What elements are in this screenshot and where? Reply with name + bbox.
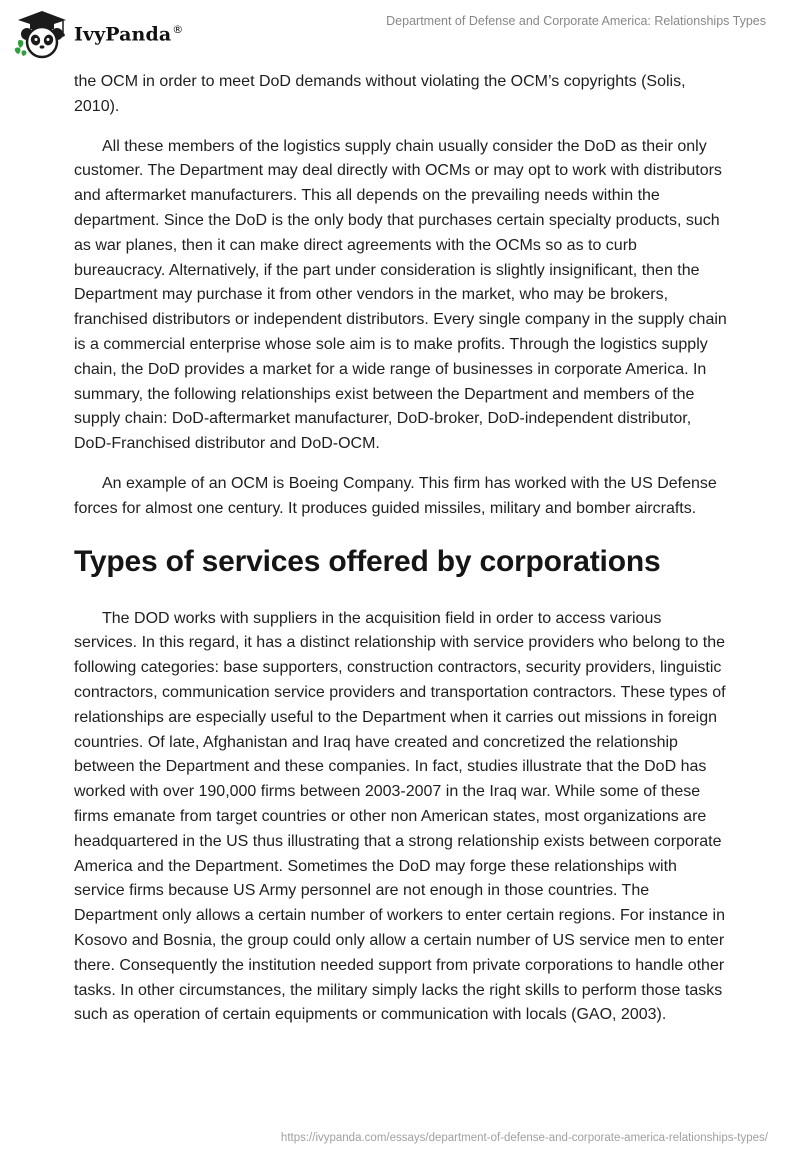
page-header <box>0 0 800 64</box>
source-url[interactable]: https://ivypanda.com/essays/department-of-defense-and-corporate-america-relationships-types/ <box>280 1132 768 1144</box>
document-title: Department of Defense and Corporate America: Relationships Types <box>386 14 766 28</box>
section-heading: Types of services offered by corporations <box>74 544 661 578</box>
panda-graduate-icon <box>14 8 70 60</box>
essay-body <box>74 70 728 1043</box>
paragraph: The DOD works with suppliers in the acquisition field in order to access various services. In this regard, it has a distinct relationship with service providers who belong to the following categories: base supporters, construction contractors, security providers, linguistic contractors, communication service providers and transportation contractors. These types of relationships are especially useful to the Department when it carries out missions in foreign countries. Of late, Afghanistan and Iraq have created and concretized the relationship between the Department and these companies. In fact, studies illustrate that the DoD has worked with over 190,000 firms between 2003-2007 in the Iraq war. While some of these firms emanate from target countries or other non American states, most organizations are headquartered in the US thus illustrating that a strong relationship exists between corporate America and the Department. Sometimes the DoD may forge these relationships with service firms because US Army personnel are not enough in those countries. The Department only allows a certain number of workers to enter certain regions. For instance in Kosovo and Bosnia, the group could only allow a certain number of US service men to enter there. Consequently the institution needed support from private corporations to handle other tasks. In other circumstances, the military simply lacks the right skills to perform those tasks such as operation of certain equipments or communication with locals (GAO, 2003). <box>74 609 726 1024</box>
paragraph: the OCM in order to meet DoD demands without violating the OCM’s copyrights (Solis, 2010). <box>74 73 686 115</box>
paragraph: An example of an OCM is Boeing Company. This firm has worked with the US Defense forces for almost one century. It produces guided missiles, military and bomber aircrafts. <box>74 474 717 517</box>
logo-wordmark: IvyPanda® <box>74 22 184 46</box>
paragraph: All these members of the logistics supply chain usually consider the DoD as their only customer. The Department may deal directly with OCMs or may opt to work with distributors and aftermarket manufacturers. This all depends on the prevailing needs within the department. Since the DoD is the only body that purchases certain specialty products, such as war planes, then it can make direct agreements with the OCMs so as to curb bureaucracy. Alternatively, if the part under consideration is slightly insignificant, then the Department may purchase it from other vendors in the market, who may be brokers, franchised distributors or independent distributors. Every single company in the supply chain is a commercial enterprise whose sole aim is to make profits. Through the logistics supply chain, the DoD provides a market for a wide range of businesses in corporate America. In summary, the following relationships exist between the Department and members of the supply chain: DoD-aftermarket manufacturer, DoD-broker, DoD-independent distributor, DoD-Franchised distributor and DoD-OCM. <box>74 137 727 453</box>
ivypanda-logo[interactable] <box>14 8 183 60</box>
